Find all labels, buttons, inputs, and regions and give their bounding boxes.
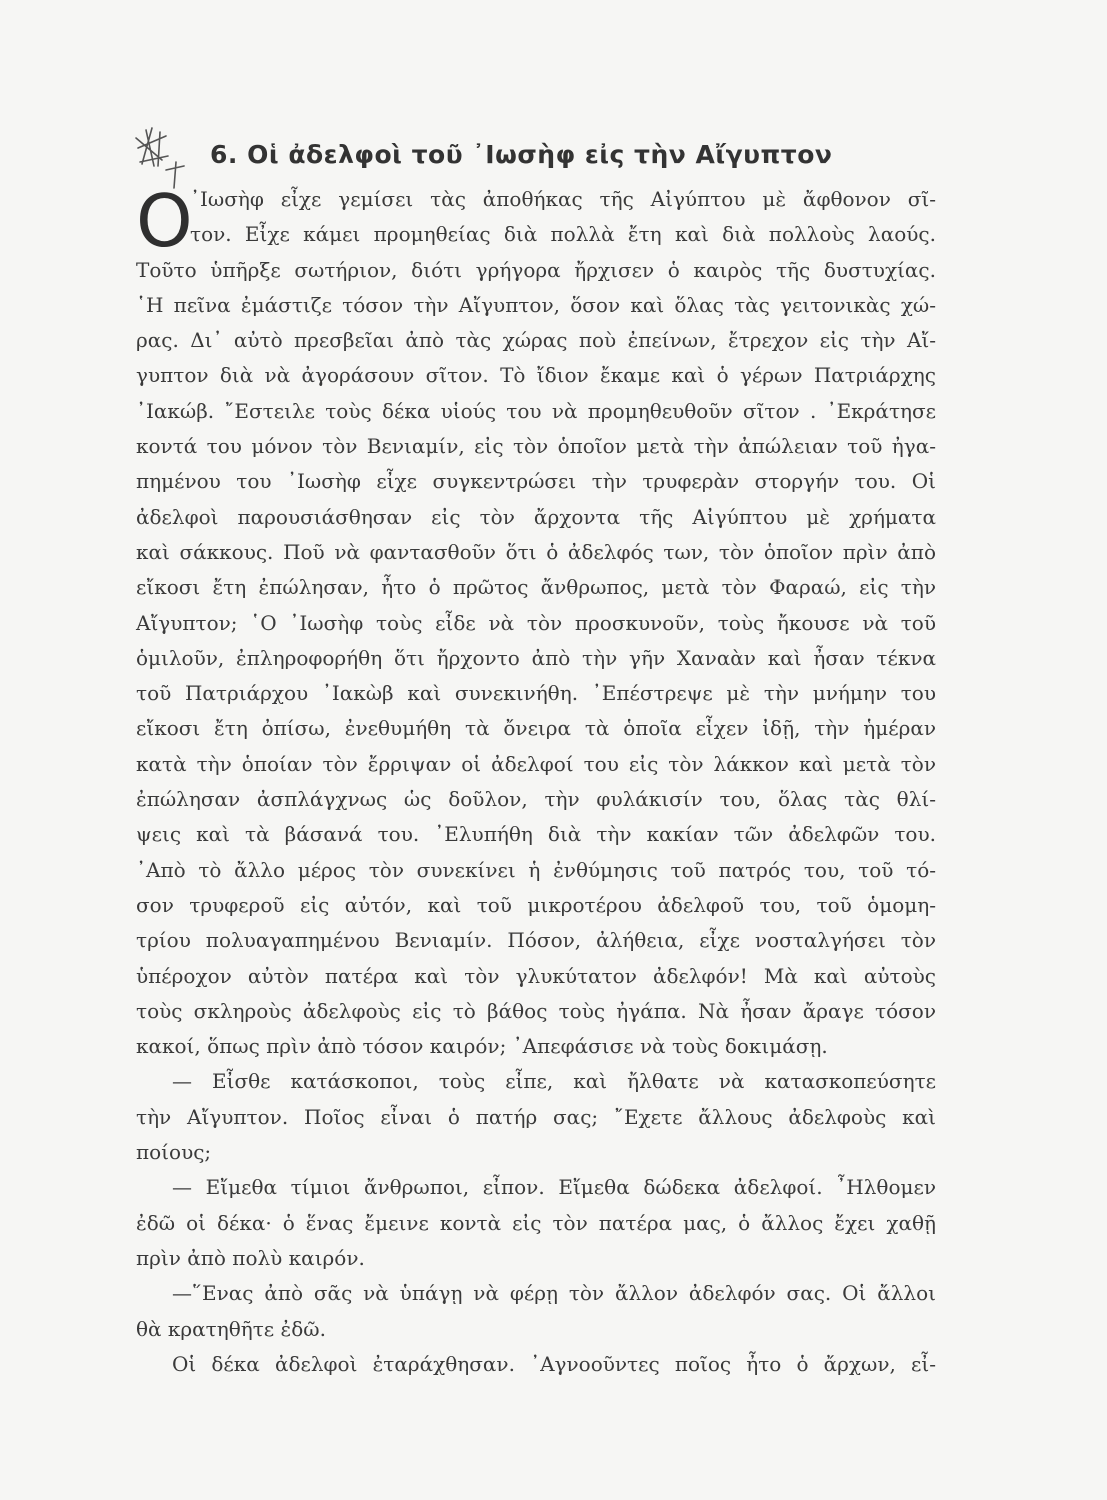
chapter-number: 6.: [210, 140, 238, 169]
text-line: τρίου πολυαγαπημένου Βενιαμίν. Πόσον, ἀλήθεια, εἶχε νοσταλγήσει τὸν: [136, 928, 936, 953]
text-line: ρας. Δι᾿ αὐτὸ πρεσβεῖαι ἀπὸ τὰς χώρας ποὺ ἐπείνων, ἔτρεχον εἰς τὴν Αἴ-: [136, 328, 936, 353]
text-line: —῞Ενας ἀπὸ σᾶς νὰ ὑπάγῃ νὰ φέρῃ τὸν ἄλλον ἀδελφόν σας. Οἱ ἄλλοι: [172, 1281, 936, 1306]
chapter-title-text: Οἱ ἀδελφοὶ τοῦ ᾿Ιωσὴφ εἰς τὴν Αἴγυπτον: [247, 140, 833, 169]
text-line: ποίους;: [136, 1140, 212, 1165]
text-line: τοῦ Πατριάρχου ᾿Ιακὼβ καὶ συνεκινήθη. ᾿Επέστρεψε μὲ τὴν μνήμην του: [136, 681, 936, 706]
text-line: ᾿Απὸ τὸ ἄλλο μέρος τὸν συνεκίνει ἡ ἐνθύμησις τοῦ πατρός του, τοῦ τό-: [136, 857, 936, 882]
text-line: τοὺς σκληροὺς ἀδελφοὺς εἰς τὸ βάθος τοὺς ἠγάπα. Νὰ ἦσαν ἄραγε τόσον: [136, 998, 936, 1023]
text-line: θὰ κρατηθῆτε ἐδῶ.: [136, 1316, 326, 1341]
text-line: ᾿Ιωσὴφ εἶχε γεμίσει τὰς ἀποθήκας τῆς Αἰγύπτου μὲ ἄφθονον σῖ-: [190, 187, 936, 211]
text-line: καὶ σάκκους. Ποῦ νὰ φαντασθοῦν ὅτι ὁ ἀδελφός των, τὸν ὁποῖον πρὶν ἀπὸ: [136, 539, 936, 564]
text-line: Οἱ δέκα ἀδελφοὶ ἐταράχθησαν. ᾿Αγνοοῦντες ποῖος ἦτο ὁ ἄρχων, εἶ-: [172, 1351, 936, 1376]
chapter-title: [210, 140, 832, 169]
text-line: ὁμιλοῦν, ἐπληροφορήθη ὅτι ἤρχοντο ἀπὸ τὴν γῆν Χαναὰν καὶ ἦσαν τέκνα: [136, 645, 936, 670]
body-text: [136, 179, 936, 1382]
text-line: εἴκοσι ἔτη ἐπώλησαν, ἦτο ὁ πρῶτος ἄνθρωπος, μετὰ τὸν Φαραώ, εἰς τὴν: [136, 575, 936, 600]
text-line: Τοῦτο ὑπῆρξε σωτήριον, διότι γρήγορα ἤρχισεν ὁ καιρὸς τῆς δυστυχίας.: [136, 257, 936, 282]
text-line: — Εἴμεθα τίμιοι ἄνθρωποι, εἶπον. Εἴμεθα δώδεκα ἀδελφοί. ῏Ηλθομεν: [172, 1175, 936, 1200]
text-line: ψεις καὶ τὰ βάσανά του. ᾿Ελυπήθη διὰ τὴν κακίαν τῶν ἀδελφῶν του.: [136, 822, 936, 847]
text-line: τὴν Αἴγυπτον. Ποῖος εἶναι ὁ πατήρ σας; ῎Εχετε ἄλλους ἀδελφοὺς καὶ: [136, 1104, 936, 1129]
text-line: ἐδῶ οἱ δέκα· ὁ ἕνας ἔμεινε κοντὰ εἰς τὸν πατέρα μας, ὁ ἄλλος ἔχει χαθῇ: [136, 1210, 936, 1235]
text-line: σον τρυφεροῦ εἰς αὐτόν, καὶ τοῦ μικροτέρου ἀδελφοῦ του, τοῦ ὁμομη-: [136, 892, 936, 917]
text-line: ῾Η πεῖνα ἐμάστιζε τόσον τὴν Αἴγυπτον, ὅσον καὶ ὅλας τὰς γειτονικὰς χώ-: [136, 292, 936, 317]
text-line: κοντά του μόνον τὸν Βενιαμίν, εἰς τὸν ὁποῖον μετὰ τὴν ἀπώλειαν τοῦ ἠγα-: [136, 434, 936, 459]
text-line: κακοί, ὅπως πρὶν ἀπὸ τόσον καιρόν; ᾿Απεφάσισε νὰ τοὺς δοκιμάσῃ.: [136, 1034, 828, 1059]
text-line: πρὶν ἀπὸ πολὺ καιρόν.: [136, 1245, 365, 1270]
text-line: — Εἶσθε κατάσκοποι, τοὺς εἶπε, καὶ ἤλθατε νὰ κατασκοπεύσητε: [172, 1069, 936, 1094]
text-line: πημένου του ᾿Ιωσὴφ εἶχε συγκεντρώσει τὴν τρυφερὰν στοργήν του. Οἱ: [136, 469, 936, 494]
drop-cap: Ο: [136, 179, 193, 263]
text-line: ἐπώλησαν ἀσπλάγχνως ὡς δοῦλον, τὴν φυλάκισίν του, ὅλας τὰς θλί-: [136, 787, 936, 812]
text-line: ἀδελφοὶ παρουσιάσθησαν εἰς τὸν ἄρχοντα τῆς Αἰγύπτου μὲ χρήματα: [136, 504, 936, 529]
text-line: γυπτον διὰ νὰ ἀγοράσουν σῖτον. Τὸ ἴδιον ἔκαμε καὶ ὁ γέρων Πατριάρχης: [136, 363, 936, 388]
text-line: τον. Εἶχε κάμει προμηθείας διὰ πολλὰ ἔτη καὶ διὰ πολλοὺς λαούς.: [190, 222, 936, 247]
text-line: εἴκοσι ἔτη ὀπίσω, ἐνεθυμήθη τὰ ὄνειρα τὰ ὁποῖα εἶχεν ἰδῇ, τὴν ἡμέραν: [136, 716, 936, 741]
text-line: ᾿Ιακώβ. ῎Εστειλε τοὺς δέκα υἱούς του νὰ προμηθευθοῦν σῖτον . ᾿Εκράτησε: [136, 398, 936, 423]
text-line: Αἴγυπτον; ῾Ο ᾿Ιωσὴφ τοὺς εἶδε νὰ τὸν προσκυνοῦν, τοὺς ἤκουσε νὰ τοῦ: [136, 610, 936, 635]
text-line: ὑπέροχον αὐτὸν πατέρα καὶ τὸν γλυκύτατον ἀδελφόν! Μὰ καὶ αὐτοὺς: [136, 963, 936, 988]
text-line: κατὰ τὴν ὁποίαν τὸν ἔρριψαν οἱ ἀδελφοί του εἰς τὸν λάκκον καὶ μετὰ τὸν: [136, 751, 936, 776]
